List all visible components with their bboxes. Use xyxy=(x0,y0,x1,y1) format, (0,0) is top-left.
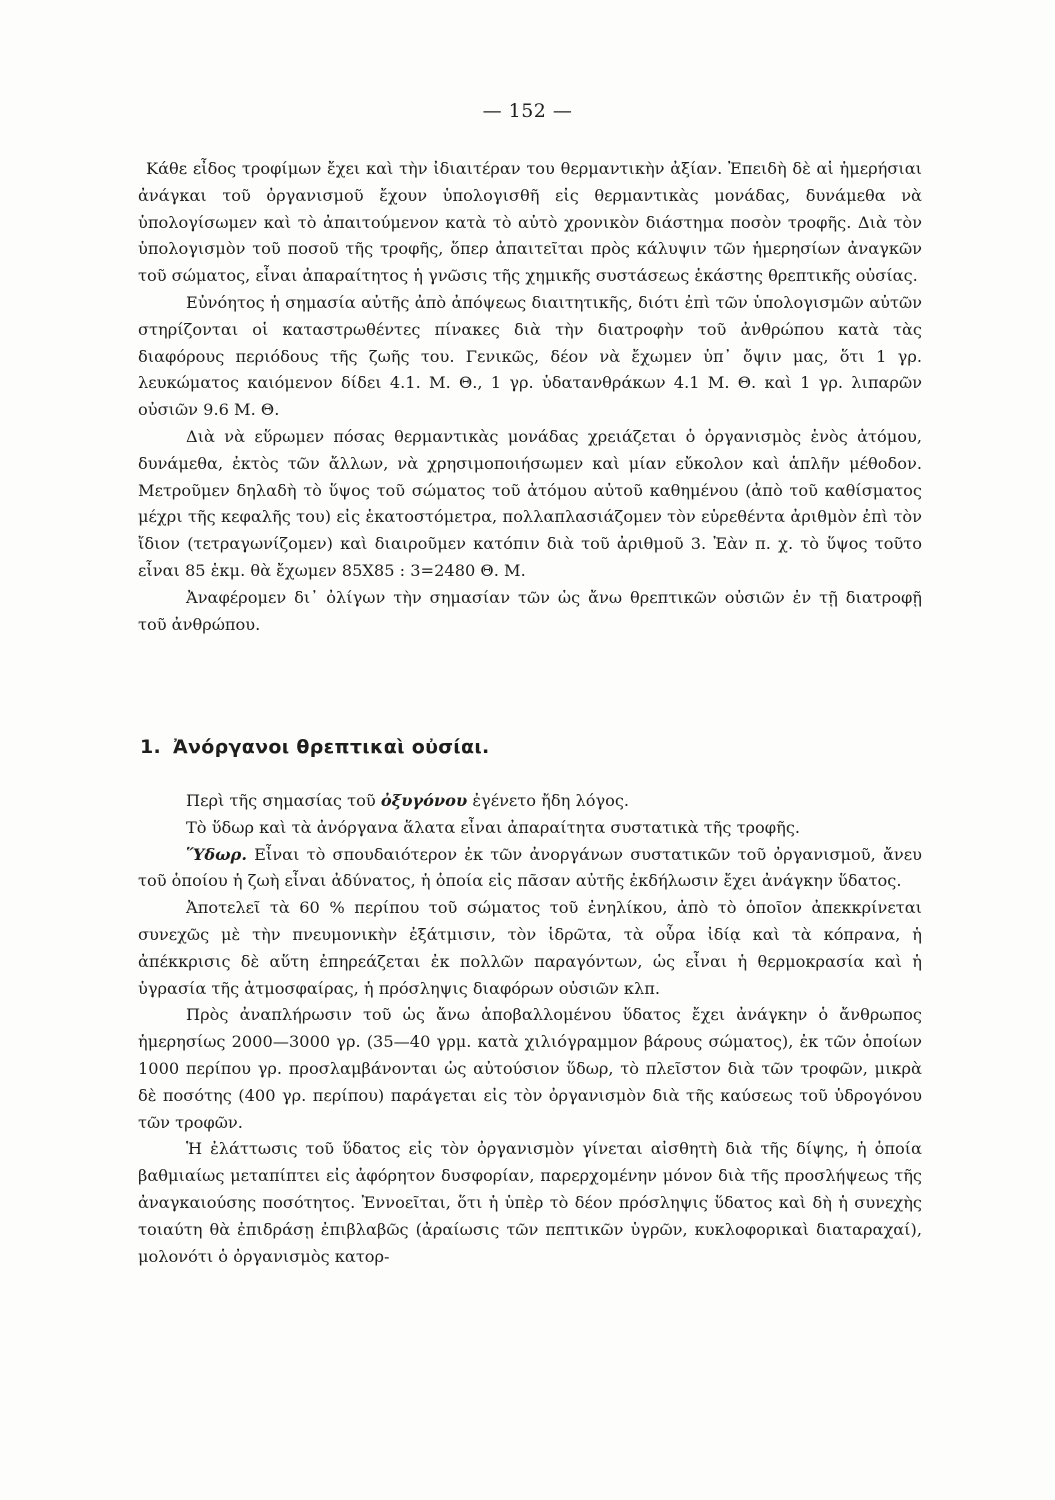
page-number: — 152 — xyxy=(482,100,573,122)
paragraph-water-salts: Τὸ ὕδωρ καὶ τὰ ἀνόργανα ἅλατα εἶναι ἀπαραίτητα συστατικὰ τῆς τροφῆς. xyxy=(186,817,801,837)
section-title: Ἀνόργανοι θρεπτικαὶ οὐσίαι. xyxy=(173,736,490,758)
paragraph-thermal-value: Κάθε εἶδος τροφίμων ἔχει καὶ τὴν ἰδιαιτέραν του θερμαντικὴν ἀξίαν. Ἐπειδὴ δὲ αἱ ἡμερήσιαι ἀνάγκαι τοῦ ὀργανισμοῦ ἔχουν ὑπολογισθῆ εἰς θερμαντικὰς μονάδας, δυνάμεθα νὰ ὑπολογίσωμεν καὶ τὸ ἀπαιτούμενον κατὰ τὸ αὐτὸ χρονικὸν διάστημα ποσὸν τροφῆς. Διὰ τὸν ὑπολογισμὸν τοῦ ποσοῦ τῆς τροφῆς, ὅπερ ἀπαιτεῖται πρὸς κάλυψιν τῶν ἡμερησίων ἀναγκῶν τοῦ σώματος, εἶναι ἀπαραίτητος ἡ γνῶσις τῆς χημικῆς συστάσεως ἑκάστης θρεπτικῆς οὐσίας. xyxy=(138,159,922,286)
oxygen-term: ὀξυγόνου xyxy=(380,791,468,810)
water-text: Εἶναι τὸ σπουδαιότερον ἐκ τῶν ἀνοργάνων συστατικῶν τοῦ ὀργανισμοῦ, ἄνευ τοῦ ὁποίου ἡ ζωὴ εἶναι ἀδύνατος, ἡ ὁποία εἰς πᾶσαν αὐτῆς ἐκδήλωσιν ἔχει ἀνάγκην ὕδατος. xyxy=(138,844,922,891)
oxygen-text-before: Περὶ τῆς σημασίας τοῦ xyxy=(186,791,381,810)
paragraph-calculation-method: Διὰ νὰ εὕρωμεν πόσας θερμαντικὰς μονάδας χρειάζεται ὁ ὀργανισμὸς ἑνὸς ἀτόμου, δυνάμεθα, ἐκτὸς τῶν ἄλλων, νὰ χρησιμοποιήσωμεν καὶ μίαν εὔκολον καὶ ἁπλῆν μέθοδον. Μετροῦμεν δηλαδὴ τὸ ὕψος τοῦ σώματος τοῦ ἀτόμου αὐτοῦ καθημένου (ἀπὸ τοῦ καθίσματος μέχρι τῆς κεφαλῆς του) εἰς ἑκατοστόμετρα, πολλαπλασιάζομεν τὸν εὑρεθέντα ἀριθμὸν ἐπὶ τὸν ἴδιον (τετραγωνίζομεν) καὶ διαιροῦμεν κατόπιν διὰ τοῦ ἀριθμοῦ 3. Ἐὰν π. χ. τὸ ὕψος τοῦτο εἶναι 85 ἑκμ. θὰ ἔχωμεν 85Χ85 : 3=2480 Θ. Μ. xyxy=(138,426,922,580)
paragraph-water xyxy=(138,842,922,896)
paragraph-water-percentage: Ἀποτελεῖ τὰ 60 % περίπου τοῦ σώματος τοῦ ἐνηλίκου, ἀπὸ τὸ ὁποῖον ἀπεκκρίνεται συνεχῶς μὲ τὴν πνευμονικὴν ἐξάτμισιν, τὸν ἱδρῶτα, τὰ οὖρα ἰδίᾳ καὶ τὰ κόπρανα, ἡ ἀπέκκρισις δὲ αὕτη ἐπηρεάζεται ἐκ πολλῶν παραγόντων, ὡς εἶναι ἡ θερμοκρασία καὶ ἡ ὑγρασία τῆς ἀτμοσφαίρας, ἡ πρόσληψις διαφόρων οὐσιῶν κλπ. xyxy=(138,898,922,998)
section-text-block xyxy=(138,788,922,1270)
paragraph-overview: Ἀναφέρομεν δι᾽ ὀλίγων τὴν σημασίαν τῶν ὡς ἄνω θρεπτικῶν οὐσιῶν ἐν τῇ διατροφῇ τοῦ ἀνθρώπου. xyxy=(138,587,922,634)
section-heading xyxy=(140,736,490,758)
paragraph-dietary-significance: Εὐνόητος ἡ σημασία αὐτῆς ἀπὸ ἀπόψεως διαιτητικῆς, διότι ἐπὶ τῶν ὑπολογισμῶν αὐτῶν στηρίζονται οἱ καταστρωθέντες πίνακες διὰ τὴν διατροφὴν τοῦ ἀνθρώπου κατὰ τὰς διαφόρους περιόδους τῆς ζωῆς του. Γενικῶς, δέον νὰ ἔχωμεν ὑπ᾽ ὄψιν μας, ὅτι 1 γρ. λευκώματος καιόμενον δίδει 4.1. Μ. Θ., 1 γρ. ὑδατανθράκων 4.1 Μ. Θ. καὶ 1 γρ. λιπαρῶν οὐσιῶν 9.6 Μ. Θ. xyxy=(138,292,922,420)
paragraph-oxygen xyxy=(138,788,922,815)
paragraph-water-replenishment: Πρὸς ἀναπλήρωσιν τοῦ ὡς ἄνω ἀποβαλλομένου ὕδατος ἔχει ἀνάγκην ὁ ἄνθρωπος ἡμερησίως 2000—3000 γρ. (35—40 γρμ. κατὰ χιλιόγραμμον βάρους σώματος), ἐκ τῶν ὁποίων 1000 περίπου γρ. προσλαμβάνονται ὡς αὐτούσιον ὕδωρ, τὸ πλεῖστον διὰ τῶν τροφῶν, μικρὰ δὲ ποσότης (400 γρ. περίπου) παράγεται εἰς τὸν ὀργανισμὸν διὰ τῆς καύσεως τοῦ ὑδρογόνου τῶν τροφῶν. xyxy=(138,1005,922,1132)
water-term: Ὕδωρ. xyxy=(186,844,247,864)
section-number: 1. xyxy=(140,736,162,758)
paragraph-thirst: Ἡ ἐλάττωσις τοῦ ὕδατος εἰς τὸν ὀργανισμὸν γίνεται αἰσθητὴ διὰ τῆς δίψης, ἡ ὁποία βαθμιαίως μεταπίπτει εἰς ἀφόρητον δυσφορίαν, παρερχομένην μόνον διὰ τῆς προσλήψεως τῆς ἀναγκαιούσης ποσότητος. Ἐννοεῖται, ὅτι ἡ ὑπὲρ τὸ δέον πρόσληψις ὕδατος καὶ δὴ ἡ συνεχὴς τοιαύτη θὰ ἐπιδράσῃ ἐπιβλαβῶς (ἀραίωσις τῶν πεπτικῶν ὑγρῶν, κυκλοφορικαὶ διαταραχαί), μολονότι ὁ ὀργανισμὸς κατορ- xyxy=(138,1139,922,1266)
intro-text-block xyxy=(138,156,922,638)
oxygen-text-after: ἐγένετο ἤδη λόγος. xyxy=(467,791,630,810)
